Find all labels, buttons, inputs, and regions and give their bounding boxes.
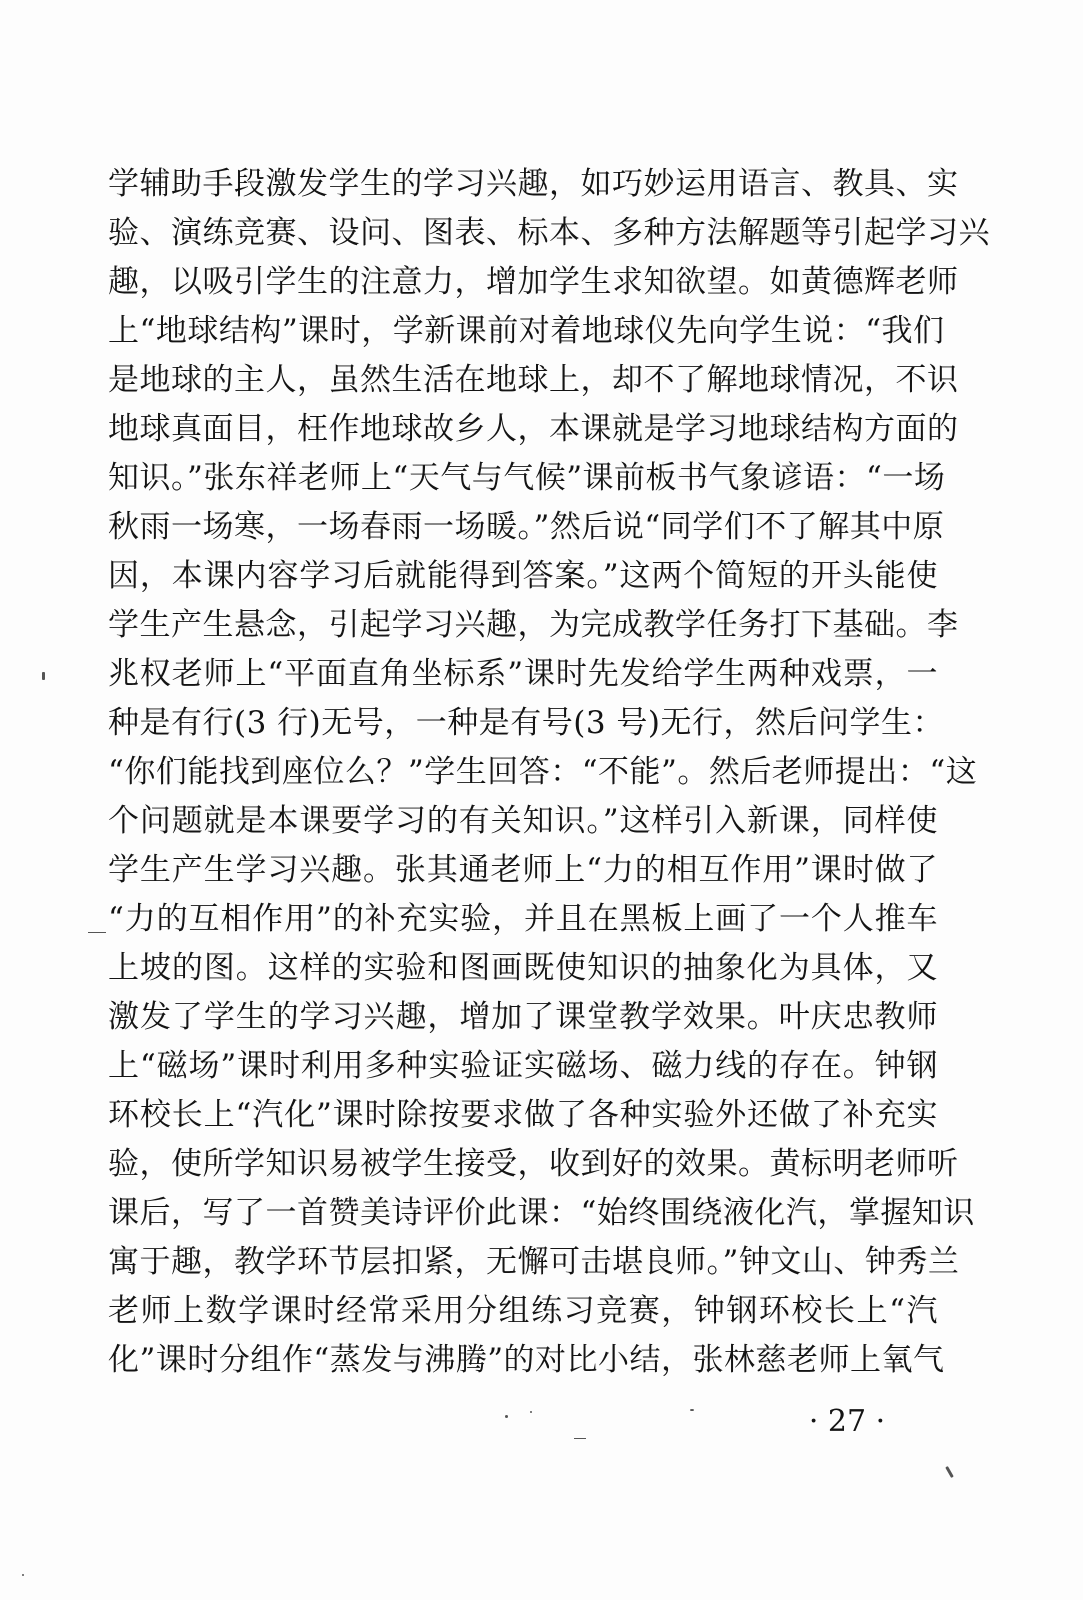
text-line: 上“地球结构”课时，学新课前对着地球仪先向学生说：“我们 (108, 313, 945, 349)
scan-speck (574, 1438, 586, 1439)
page-number: · 27 · (808, 1404, 886, 1439)
text-line: “你们能找到座位么？”学生回答：“不能”。然后老师提出：“这 (108, 754, 978, 790)
scan-speck (22, 1574, 24, 1576)
text-line: 验、演练竞赛、设问、图表、标本、多种方法解题等引起学习兴 (108, 215, 990, 251)
text-line: 激发了学生的学习兴趣，增加了课堂教学效果。叶庆忠教师 (108, 999, 938, 1035)
text-line: 化”课时分组作“蒸发与沸腾”的对比小结，张林慈老师上氧气 (108, 1342, 945, 1378)
text-line: 知识。”张东祥老师上“天气与气候”课前板书气象谚语：“一场 (108, 460, 946, 496)
text-line: 个问题就是本课要学习的有关知识。”这样引入新课，同样使 (108, 803, 938, 839)
text-line: 地球真面目，枉作地球故乡人，本课就是学习地球结构方面的 (108, 411, 959, 447)
scan-speck (530, 1411, 532, 1413)
scan-speck (945, 1466, 954, 1478)
text-line: 环校长上“汽化”课时除按要求做了各种实验外还做了补充实 (108, 1097, 938, 1133)
scan-speck (505, 1415, 508, 1418)
text-line: 课后，写了一首赞美诗评价此课：“始终围绕液化汽，掌握知识 (108, 1195, 975, 1231)
text-line: 学辅助手段激发学生的学习兴趣，如巧妙运用语言、教具、实 (108, 166, 959, 202)
text-line: 上“磁场”课时利用多种实验证实磁场、磁力线的存在。钟钢 (108, 1048, 938, 1084)
text-line: 秋雨一场寒，一场春雨一场暖。”然后说“同学们不了解其中原 (108, 509, 945, 545)
text-line: 学生产生学习兴趣。张其通老师上“力的相互作用”课时做了 (108, 852, 938, 888)
text-line: 寓于趣，教学环节层扣紧，无懈可击堪良师。”钟文山、钟秀兰 (108, 1244, 960, 1280)
text-line: 上坡的图。这样的实验和图画既使知识的抽象化为具体，又 (108, 950, 938, 986)
text-line: “力的互相作用”的补充实验，并且在黑板上画了一个人推车 (108, 901, 938, 937)
scan-speck (42, 672, 45, 680)
text-line: 兆权老师上“平面直角坐标系”课时先发给学生两种戏票，一 (108, 656, 938, 692)
text-line: 趣，以吸引学生的注意力，增加学生求知欲望。如黄德辉老师 (108, 264, 959, 300)
text-line: 验，使所学知识易被学生接受，收到好的效果。黄标明老师听 (108, 1146, 959, 1182)
text-line: 因，本课内容学习后就能得到答案。”这两个简短的开头能使 (108, 558, 938, 594)
body-text (108, 160, 990, 1385)
text-line: 学生产生悬念，引起学习兴趣，为完成教学任务打下基础。李 (108, 607, 959, 643)
text-line: 是地球的主人，虽然生活在地球上，却不了解地球情况，不识 (108, 362, 959, 398)
scan-speck (88, 932, 106, 933)
text-line: 老师上数学课时经常采用分组练习竞赛，钟钢环校长上“汽 (108, 1293, 938, 1329)
scan-speck (690, 1409, 694, 1411)
text-line: 种是有行(3 行)无号，一种是有号(3 号)无行，然后问学生： (108, 705, 945, 741)
